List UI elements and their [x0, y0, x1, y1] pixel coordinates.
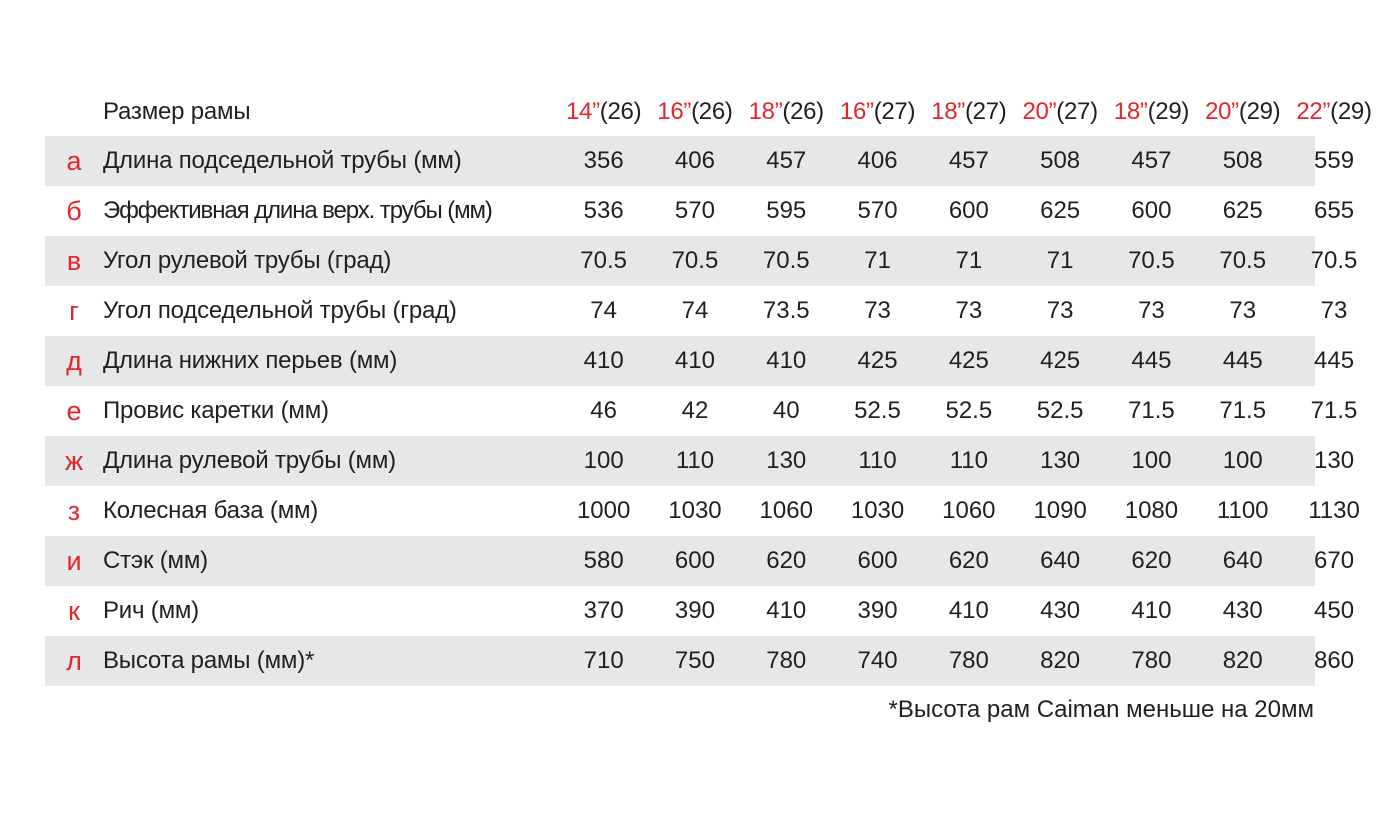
value-cell: 42: [681, 397, 709, 424]
value-cell: 425: [1040, 347, 1081, 374]
row-letter: в: [66, 245, 82, 276]
row-letter: ж: [64, 445, 84, 476]
size-wheel: (29): [1330, 98, 1372, 125]
value-cell: 580: [583, 547, 624, 574]
size-header: [1106, 98, 1197, 126]
value-cell: 406: [674, 147, 715, 174]
value-cell: 110: [858, 447, 897, 474]
value-cell: 71.5: [1128, 397, 1175, 424]
size-inch: 22”: [1296, 98, 1331, 125]
value-cell: 110: [949, 447, 988, 474]
value-cell: 100: [1131, 447, 1172, 474]
value-cell: 70.5: [1128, 247, 1175, 274]
size-inch: 14”: [566, 98, 600, 125]
row-label: Длина рулевой трубы (мм): [103, 447, 396, 474]
value-cell: 73: [864, 297, 891, 324]
value-cell: 71: [864, 247, 891, 274]
value-cell: 820: [1222, 647, 1263, 674]
value-cell: 640: [1222, 547, 1263, 574]
row-label: Высота рамы (мм)*: [103, 647, 315, 674]
value-cell: 410: [1131, 597, 1172, 624]
value-cell: 370: [583, 597, 624, 624]
size-wheel: (27): [1056, 98, 1098, 125]
value-cell: 450: [1314, 597, 1355, 624]
value-cell: 410: [766, 347, 807, 374]
table-row-effective-top-tube: [45, 186, 1355, 236]
table-row-head-tube-angle: [45, 236, 1358, 286]
value-cell: 74: [590, 297, 617, 324]
table-row-wheelbase: [45, 486, 1360, 536]
size-inch: 16”: [657, 98, 692, 125]
value-cell: 620: [1131, 547, 1172, 574]
size-inch: 16”: [839, 98, 874, 125]
value-cell: 445: [1131, 347, 1172, 374]
value-cell: 445: [1222, 347, 1263, 374]
value-cell: 1060: [759, 497, 813, 524]
value-cell: 74: [681, 297, 709, 324]
size-header: [1288, 98, 1379, 126]
value-cell: 710: [583, 647, 624, 674]
row-letter: к: [68, 595, 80, 626]
size-header: [1197, 98, 1288, 126]
value-cell: 740: [857, 647, 898, 674]
value-cell: 570: [674, 197, 715, 224]
row-label: Угол рулевой трубы (град): [103, 247, 392, 274]
value-cell: 600: [674, 547, 715, 574]
table-row-frame-height: [45, 636, 1355, 686]
row-letter: а: [66, 145, 82, 176]
value-cell: 559: [1314, 147, 1355, 174]
table-row-chainstay-length: [45, 336, 1355, 386]
value-cell: 130: [1314, 447, 1355, 474]
table-row-head-tube-length: [45, 436, 1355, 486]
row-label: Колесная база (мм): [103, 497, 319, 524]
value-cell: 640: [1040, 547, 1081, 574]
value-cell: 780: [948, 647, 989, 674]
value-cell: 430: [1222, 597, 1263, 624]
row-label: Стэк (мм): [103, 547, 208, 574]
row-letter: з: [67, 495, 81, 526]
value-cell: 100: [583, 447, 624, 474]
geometry-table: [45, 88, 1372, 686]
value-cell: 73: [1046, 297, 1074, 324]
value-cell: 625: [1040, 197, 1081, 224]
value-cell: 71.5: [1310, 397, 1358, 424]
value-cell: 457: [1131, 147, 1172, 174]
value-cell: 70.5: [762, 247, 810, 274]
value-cell: 70.5: [1310, 247, 1358, 274]
size-wheel: (26): [782, 98, 824, 125]
value-cell: 52.5: [945, 397, 993, 424]
value-cell: 600: [857, 547, 898, 574]
value-cell: 508: [1222, 147, 1263, 174]
value-cell: 390: [674, 597, 715, 624]
value-cell: 410: [948, 597, 989, 624]
value-cell: 71: [955, 247, 983, 274]
row-label: Провис каретки (мм): [103, 397, 329, 424]
value-cell: 600: [1131, 197, 1172, 224]
value-cell: 820: [1040, 647, 1081, 674]
value-cell: 1130: [1308, 497, 1360, 524]
row-letter: е: [66, 395, 82, 426]
value-cell: 1030: [850, 497, 905, 524]
row-letter: л: [66, 645, 82, 676]
size-header: [741, 98, 832, 126]
size-inch: 20”: [1205, 98, 1239, 125]
value-cell: 52.5: [1036, 397, 1084, 424]
table-row-stack: [45, 536, 1355, 586]
frame-size-label: Размер рамы: [103, 98, 251, 125]
value-cell: 73: [955, 297, 983, 324]
value-cell: 71.5: [1219, 397, 1267, 424]
value-cell: 750: [674, 647, 715, 674]
size-inch: 18”: [1113, 98, 1148, 125]
row-letter: д: [66, 345, 82, 376]
value-cell: 130: [766, 447, 807, 474]
value-cell: 1000: [576, 497, 631, 524]
value-cell: 406: [857, 147, 898, 174]
row-label: Эффективная длина верх. трубы (мм): [103, 197, 492, 224]
table-row-bb-drop: [45, 386, 1358, 436]
value-cell: 457: [948, 147, 989, 174]
value-cell: 73: [1138, 297, 1165, 324]
value-cell: 1060: [942, 497, 996, 524]
value-cell: 425: [857, 347, 898, 374]
size-inch: 18”: [748, 98, 783, 125]
table-header-row: [45, 88, 1372, 136]
value-cell: 410: [766, 597, 807, 624]
table-row-seat-tube-length: [45, 136, 1355, 186]
row-label: Длина подседельной трубы (мм): [103, 147, 462, 174]
row-label: Угол подседельной трубы (град): [103, 297, 457, 324]
value-cell: 1100: [1216, 497, 1269, 524]
row-label: Рич (мм): [103, 597, 199, 624]
size-inch: 20”: [1022, 98, 1057, 125]
value-cell: 390: [857, 597, 898, 624]
value-cell: 70.5: [671, 247, 719, 274]
value-cell: 110: [675, 447, 715, 474]
value-cell: 1080: [1124, 497, 1179, 524]
value-cell: 570: [857, 197, 898, 224]
size-header: [832, 98, 923, 126]
size-wheel: (29): [1147, 98, 1190, 125]
value-cell: 40: [772, 397, 800, 424]
size-header: [558, 98, 649, 126]
size-wheel: (27): [873, 98, 916, 125]
value-cell: 73: [1229, 297, 1257, 324]
size-wheel: (29): [1238, 98, 1281, 125]
table-row-reach: [45, 586, 1355, 636]
value-cell: 1090: [1033, 497, 1087, 524]
value-cell: 860: [1314, 647, 1355, 674]
value-cell: 625: [1222, 197, 1263, 224]
row-label: Длина нижних перьев (мм): [103, 347, 398, 374]
row-letter: и: [66, 545, 82, 576]
value-cell: 52.5: [854, 397, 901, 424]
value-cell: 73: [1320, 297, 1348, 324]
value-cell: 73.5: [762, 297, 810, 324]
value-cell: 457: [766, 147, 807, 174]
table-row-seat-tube-angle: [45, 286, 1348, 336]
value-cell: 780: [1131, 647, 1172, 674]
value-cell: 130: [1040, 447, 1081, 474]
value-cell: 100: [1222, 447, 1263, 474]
size-wheel: (26): [599, 98, 642, 125]
value-cell: 620: [948, 547, 989, 574]
row-letter: б: [66, 195, 82, 226]
value-cell: 46: [590, 397, 617, 424]
value-cell: 620: [766, 547, 807, 574]
row-letter: г: [69, 295, 79, 326]
size-wheel: (26): [691, 98, 733, 125]
value-cell: 780: [766, 647, 807, 674]
value-cell: 445: [1314, 347, 1355, 374]
value-cell: 670: [1314, 547, 1355, 574]
size-wheel: (27): [964, 98, 1007, 125]
value-cell: 70.5: [580, 247, 627, 274]
value-cell: 600: [948, 197, 989, 224]
size-header: [649, 98, 740, 126]
value-cell: 508: [1040, 147, 1081, 174]
size-header: [1014, 98, 1105, 126]
value-cell: 1030: [668, 497, 722, 524]
size-inch: 18”: [931, 98, 965, 125]
value-cell: 71: [1046, 247, 1074, 274]
value-cell: 430: [1040, 597, 1081, 624]
size-header: [923, 98, 1014, 126]
value-cell: 356: [583, 147, 624, 174]
value-cell: 425: [948, 347, 989, 374]
value-cell: 410: [674, 347, 715, 374]
value-cell: 410: [583, 347, 624, 374]
value-cell: 70.5: [1219, 247, 1267, 274]
value-cell: 536: [583, 197, 624, 224]
value-cell: 655: [1314, 197, 1355, 224]
footnote: *Высота рам Caiman меньше на 20мм: [888, 696, 1314, 723]
value-cell: 595: [766, 197, 807, 224]
